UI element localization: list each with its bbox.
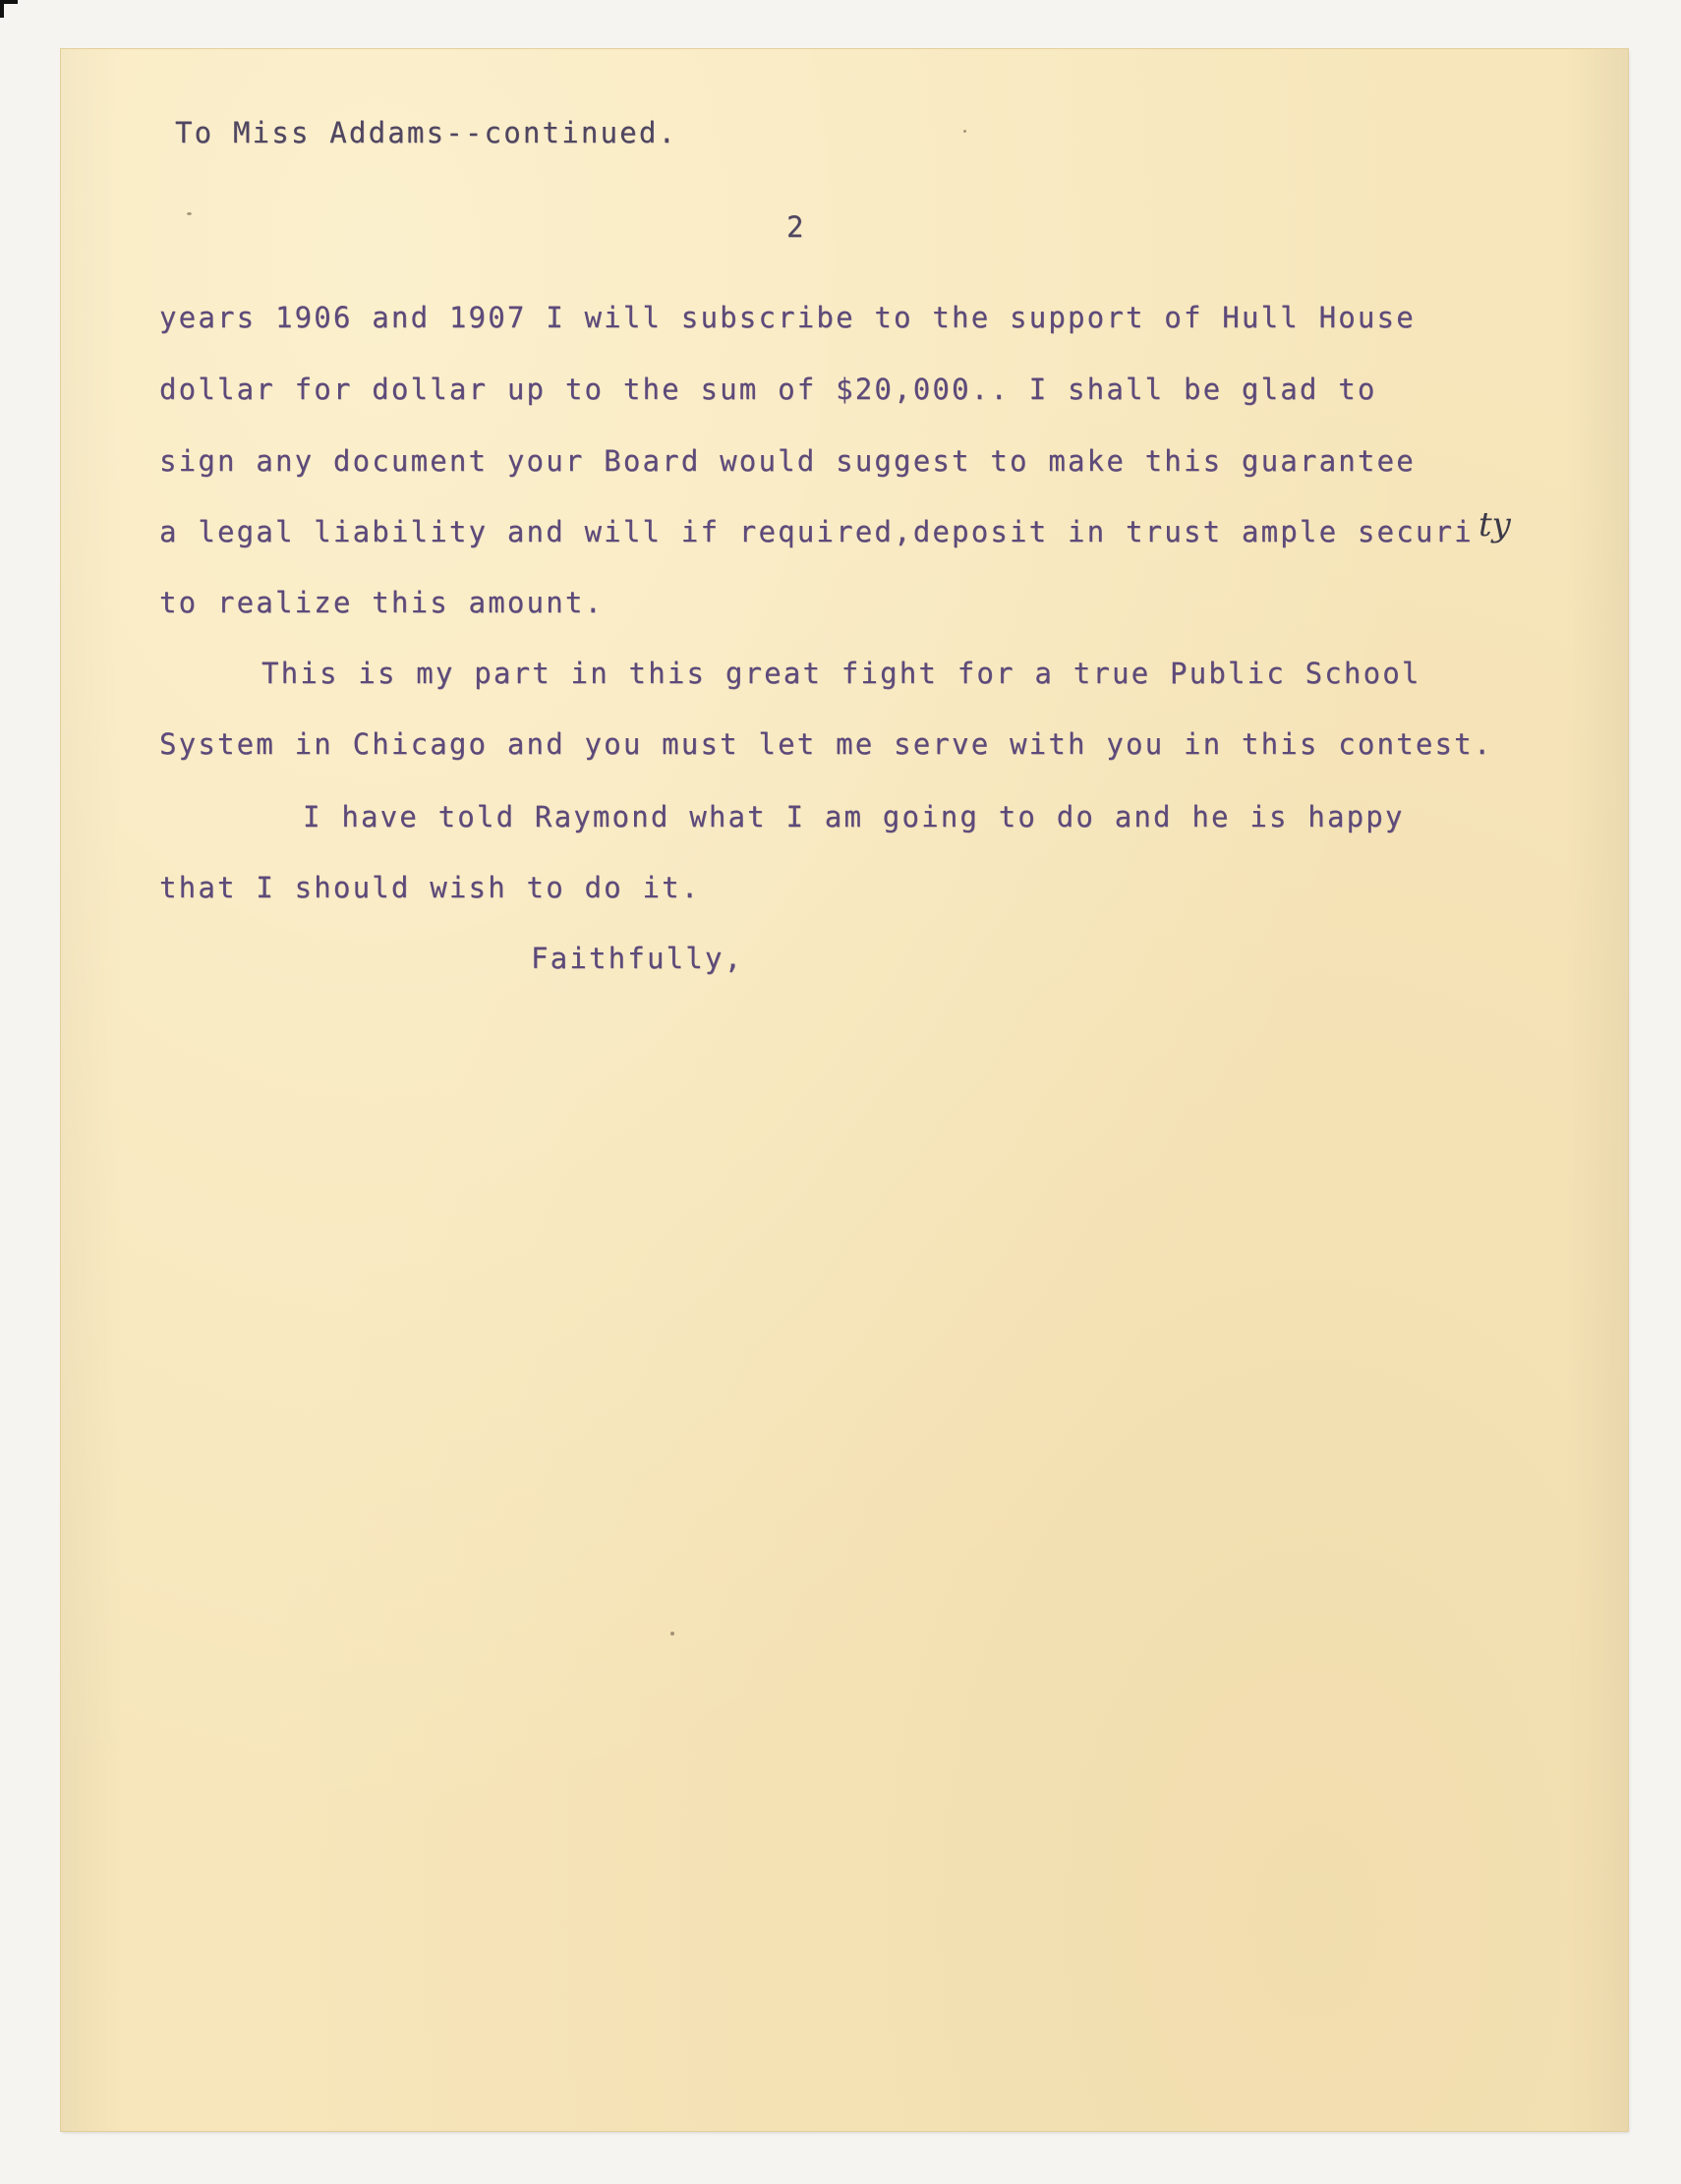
paragraph-1-line-2: dollar for dollar up to the sum of $20,000.. I shall be glad to [159,373,1377,406]
paper-speck [670,1632,674,1636]
letter-page [61,49,1628,2131]
paragraph-1-line-1: years 1906 and 1907 I will subscribe to the support of Hull House [159,301,1416,334]
letter-header: To Miss Addams--continued. [175,116,678,149]
paragraph-1-line-5: to realize this amount. [159,586,605,619]
handwritten-correction: ty [1478,505,1511,545]
paragraph-2-line-1: This is my part in this great fight for a true Public School [261,657,1421,690]
paper-speck [187,212,192,215]
letter-closing: Faithfully, [531,942,744,975]
paragraph-3-line-2: that I should wish to do it. [159,871,701,904]
page-number: 2 [786,210,806,244]
paper-speck [963,130,966,133]
scan-corner-mark [0,0,18,18]
paragraph-1-line-3: sign any document your Board would suggest to make this guarantee [159,444,1416,478]
paragraph-2-line-2: System in Chicago and you must let me serve with you in this contest. [159,727,1493,761]
paragraph-1-line-4: a legal liability and will if required,deposit in trust ample securi [159,515,1474,548]
paragraph-3-line-1: I have told Raymond what I am going to do and he is happy [303,800,1405,833]
